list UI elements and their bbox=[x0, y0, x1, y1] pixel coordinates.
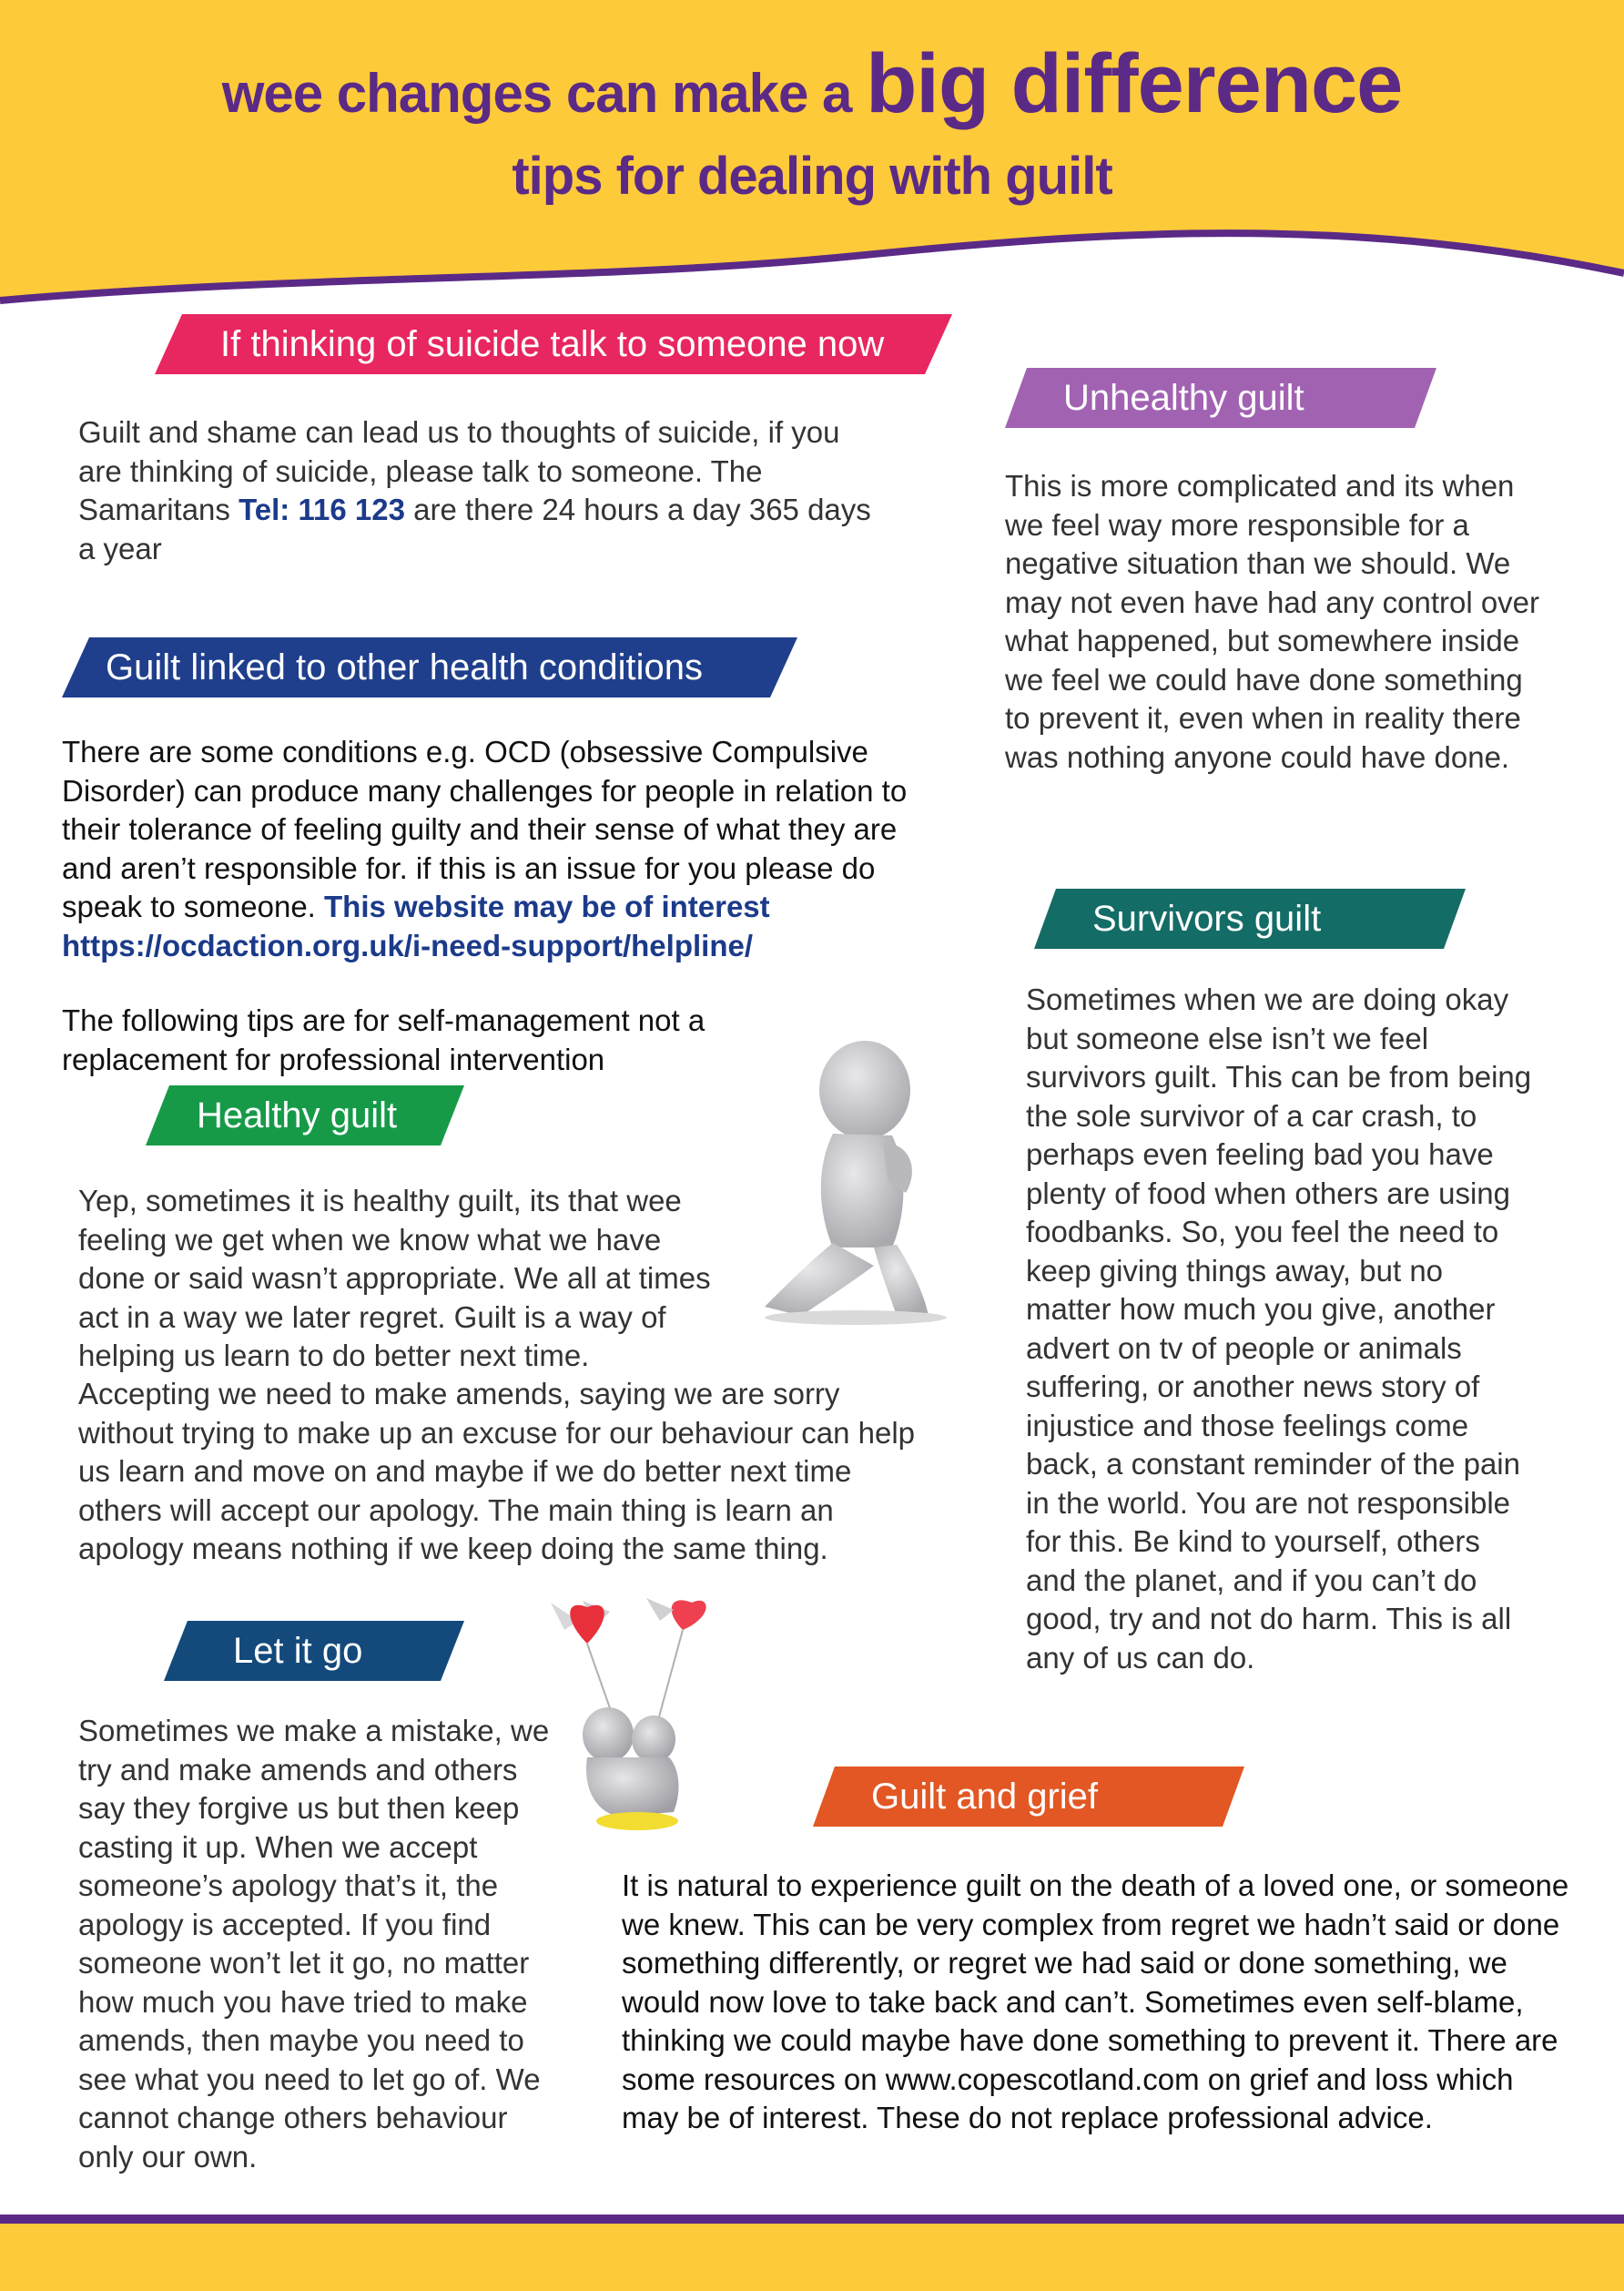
ocd-action-link[interactable]: This website may be of interest https://ocdaction.org.uk/i-need-support/helpline/ bbox=[62, 890, 770, 962]
health-conditions-body: There are some conditions e.g. OCD (obsessive Compulsive Disorder) can produce many challenges for people in relation to their tolerance of feeling guilty and their sense of what they are and aren’t responsible for. if this is an issue for you please do speak to someone. bbox=[62, 735, 908, 923]
health-conditions-heading-banner bbox=[62, 637, 797, 697]
page-subtitle: tips for dealing with guilt bbox=[512, 147, 1112, 206]
unhealthy-guilt-heading: Unhealthy guilt bbox=[1063, 378, 1304, 418]
guilt-and-grief-heading-banner bbox=[813, 1767, 1244, 1827]
healthy-guilt-heading: Healthy guilt bbox=[197, 1095, 398, 1135]
guilt-and-grief-text: It is natural to experience guilt on the death of a loved one, or someone we knew. This can be very complex from regret we hadn’t said or done something differently, or regret we had said or done something, we would now love to take back and can’t. Sometimes even self-blame, thinking we could maybe have done something to prevent it. There are some resources on www.copescotland.com on grief and loss which may be of interest. These do not replace professional advice. bbox=[622, 1868, 1569, 2134]
self-management-note: The following tips are for self-management not a replacement for professional intervention bbox=[62, 1003, 705, 1076]
guilt-and-grief-heading: Guilt and grief bbox=[871, 1777, 1099, 1817]
unhealthy-guilt-heading-banner bbox=[1005, 368, 1436, 428]
let-it-go-heading: Let it go bbox=[233, 1631, 363, 1671]
healthy-guilt-text-bottom: Accepting we need to make amends, saying we are sorry without trying to make up an excuse for our behaviour can help us learn and move on and maybe if we do better next time others will accept our apology. The main thing is learn an apology means nothing if we keep doing the same thing. bbox=[78, 1377, 916, 1565]
page-title bbox=[0, 36, 1624, 132]
survivors-guilt-heading: Survivors guilt bbox=[1092, 899, 1322, 939]
footer-band bbox=[0, 2215, 1624, 2291]
suicide-heading: If thinking of suicide talk to someone now bbox=[220, 324, 885, 364]
let-it-go-heading-banner bbox=[164, 1621, 464, 1681]
footer-line bbox=[0, 2215, 1624, 2224]
suicide-text-part: are there 24 hours a day 365 days a year bbox=[78, 493, 871, 565]
health-conditions-heading: Guilt linked to other health conditions bbox=[106, 647, 703, 687]
title-part-2: big difference bbox=[866, 37, 1403, 130]
unhealthy-guilt-text: This is more complicated and its when we feel way more responsible for a negative situation than we should. We may not even have had any control over what happened, but somewhere inside we feel we could have done something to prevent it, even when in reality there was nothing anyone could have done. bbox=[1005, 469, 1540, 774]
header-band bbox=[0, 0, 1624, 328]
suicide-text bbox=[78, 413, 879, 568]
suicide-text-part: Guilt and shame can lead us to thoughts of suicide, if you are thinking of suicide, please talk to someone. The Samaritans bbox=[78, 415, 840, 526]
samaritans-tel[interactable]: Tel: 116 123 bbox=[239, 493, 405, 526]
health-conditions-text bbox=[62, 733, 949, 965]
kneeling-figure-illustration bbox=[746, 1033, 965, 1325]
survivors-guilt-heading-banner bbox=[1034, 889, 1466, 949]
let-it-go-text: Sometimes we make a mistake, we try and make amends and others say they forgive us but then keep casting it up. When we accept someone’s apology that’s it, the apology is accepted. If you find someone won’t let it go, no matter how much you have tried to make amends, then maybe you need to see what you need to let go of. We cannot change others behaviour only our own. bbox=[78, 1714, 550, 2174]
title-part-1: wee changes can make a bbox=[221, 63, 867, 124]
healthy-guilt-heading-banner bbox=[146, 1085, 464, 1146]
balloon-figures-illustration bbox=[546, 1594, 765, 1839]
suicide-heading-banner bbox=[155, 314, 952, 374]
healthy-guilt-text-top: Yep, sometimes it is healthy guilt, its that wee feeling we get when we know what we have done or said wasn’t appropriate. We all at times act in a way we later regret. Guilt is a way of helping us learn to do better next time. bbox=[78, 1184, 711, 1372]
survivors-guilt-text: Sometimes when we are doing okay but someone else isn’t we feel survivors guilt. This can be from being the sole survivor of a car crash, to perhaps even feeling bad you have plenty of food when others are using foodbanks. So, you feel the need to keep giving things away, but no matter how much you give, another advert on tv of people or animals suffering, or another news story of injustice and those feelings come back, a constant reminder of the pain in the world. You are not responsible for this. Be kind to yourself, others and the planet, and if you can’t do good, try and not do harm. This is all any of us can do. bbox=[1026, 983, 1532, 1675]
